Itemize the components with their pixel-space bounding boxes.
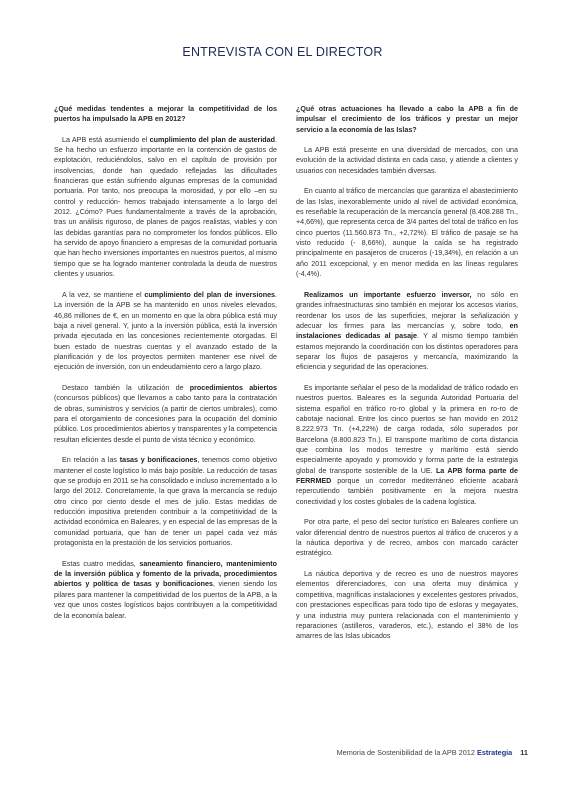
paragraph-mercancias: En cuanto al tráfico de mercancías que garantiza el abastecimiento de las Islas, inexorablemente unido al nivel de actividad económica, es reseñable la recuperación de la mercancía general (8.408.288 Tn., +4,66%), que representa cerca de 3/4 partes del total de tráfico en los cinco puertos (11.560.873 Tn., +2,72%). El tráfico de pasaje se ha visto reducido (- 8,66%), aunque la caída se ha registrado principalmente en pasajeros de cruceros (-19,34%), en relación a un año 2011 excepcional, y en menor medida en las líneas regulares (-4,4%).	[296, 187, 518, 279]
question-1: ¿Qué medidas tendentes a mejorar la competitividad de los puertos ha impulsado la APB en 2012?	[54, 105, 277, 124]
page-number: 11	[520, 748, 528, 757]
bold-phrase: cumplimiento del plan de inversiones	[144, 290, 276, 299]
bold-phrase: saneamiento financiero, mantenimiento de la inversión pública y fomento de la privada, procedimientos abiertos y política de tasas y bonificaciones	[54, 559, 277, 589]
bold-phrase: cumplimiento del plan de austeridad	[149, 135, 276, 144]
right-column	[296, 104, 518, 652]
page-title: ENTREVISTA CON EL DIRECTOR	[182, 45, 383, 59]
left-column	[54, 104, 277, 631]
footer-section: Estrategia	[476, 748, 513, 757]
paragraph-inversiones: A la vez, se mantiene el cumplimiento del plan de inversiones. La inversión de la APB se ha mantenido en unos niveles elevados, 46,86 millones de €, en un momento en que la obra pública está muy baja a nivel general. Y, junto a la inversión pública, está la inversión privada ejecutada en las concesiones recientemente otorgadas. El buen estado de nuestras cuentas y el avanzado estado de la planificación y de los proyectos permiten mantener ese nivel de ejecución de inversión, con un endeudamiento cero a largo plazo.	[54, 290, 277, 372]
paragraph-trafico-rodado: Es importante señalar el peso de la modalidad de tráfico rodado en nuestros puertos. Baleares es la segunda Autoridad Portuaria del sistema español en tráfico ro-ro global y la primera en ro-ro de cabotaje nacional. Entre los cinco puertos se han movido en 2012 8.222.973 Tn. (+4,22%) de carga rodada, sólo superados por Barcelona (8.800.823 Tn.). El transporte marítimo de corta distancia que combina los modos terrestre y marítimo está siendo especialmente apoyado y promovido y forma parte de la estrategia global de transporte sostenible de la UE. La APB forma parte de FERRMED porque un corredor mediterráneo eficiente acabará repercutiendo también positivamente en la mejora nuestra conectividad y los costes globales de la cadena logística.	[296, 383, 518, 506]
page-footer	[0, 748, 528, 757]
paragraph-mercados: La APB está presente en una diversidad de mercados, con una evolución de la actividad distinta en cada caso, y atiende a clientes y usuarios con necesidades también diversas.	[296, 146, 518, 175]
paragraph-tasas: En relación a las tasas y bonificaciones, tenemos como objetivo mantener el coste logístico lo más bajo posible. La reducción de tasas que se produjo en 2011 se ha consolidado e incluso incrementado a lo largo del 2012. Concretamente, la que grava la mercancía se redujo otro cinco por ciento desde el mes de julio. Estas medidas de reducción impositiva pretenden contribuir a la competitividad de la actividad económica en Baleares, y en especial de las empresas de la comunidad portuaria, que han de tener un papel cada vez más protagonista en la prestación de los servicios portuarios.	[54, 456, 277, 548]
paragraph-cuatro-medidas: Estas cuatro medidas, saneamiento financiero, mantenimiento de la inversión pública y fomento de la privada, procedimientos abiertos y política de tasas y bonificaciones, vienen siendo los pilares para mantener la competitividad de los puertos de la APB, a la vez que unos costes logísticos bajos contribuyen a la competitividad de la economía balear.	[54, 559, 277, 620]
paragraph-inversor: Realizamos un importante esfuerzo inversor, no sólo en grandes infraestructuras sino también en mejorar los accesos viarios, reordenar los usos de las superficies, mejorar la señalización y adecuar los firmes para las mercancías y, sobre todo, en instalaciones dedicadas al pasaje. Y al mismo tiempo también estamos mejorando la coordinación con los distintos operadores para separar los flujos de pasajeros y mercancía, maximizando la eficiencia y seguridad de las operaciones.	[296, 290, 519, 372]
question-2: ¿Qué otras actuaciones ha llevado a cabo la APB a fin de impulsar el crecimiento de los tráficos y prestar un mejor servicio a la economía de las Islas?	[296, 105, 518, 134]
bold-phrase: Realizamos un importante esfuerzo inversor,	[304, 290, 472, 299]
bold-phrase: procedimientos abiertos	[189, 383, 277, 392]
paragraph-procedimientos: Destaco también la utilización de procedimientos abiertos (concursos públicos) que llevamos a cabo tanto para la contratación de obras, suministros y servicios (a partir de ciertos umbrales), como para el otorgamiento de concesiones para la ocupación del dominio público. Los procedimientos abiertos y transparentes y la competencia resultan eficientes desde el punto de vista técnico y económico.	[54, 383, 277, 444]
paragraph-austeridad: La APB está asumiendo el cumplimiento del plan de austeridad. Se ha hecho un esfuerzo importante en la contención de gastos de explotación, reduciéndolos, salvo en el capítulo de provisión por insolvencias, donde han quedado reflejadas las dificultades financieras que están sufriendo algunas empresas de la comunidad portuaria. Por tanto, nos preocupa la morosidad, y por ello –en su control y reducción- hemos trabajado intensamente a lo largo del 2012. ¿Cómo? Pues fundamentalmente a través de la aprobación, tras un análisis riguroso, de planes de pagos realistas, viables y con las debidas garantías para no comprometer los fondos públicos. Ello ha servido de apoyo financiero a empresas de la comunidad portuaria que han hecho inversiones importantes en nuestros puertos, al mismo tiempo que se ha logrado mantener controlada la deuda de nuestros clientes y usuarios.	[54, 135, 277, 279]
bold-phrase: en instalaciones dedicadas al pasaje	[296, 321, 518, 341]
bold-phrase: tasas y bonificaciones	[119, 456, 198, 465]
bold-phrase: La APB forma parte de FERRMED	[296, 466, 518, 486]
footer-document-title: Memoria de Sostenibilidad de la APB 2012	[336, 748, 475, 757]
paragraph-nautica: La náutica deportiva y de recreo es uno de nuestros mayores elementos diferenciadores, con una oferta muy dinámica y competitiva, magníficas instalaciones y excelentes gestores privados, con prestaciones específicas para todo tipo de esloras y megayates, y una industria muy puntera relacionada con el mantenimiento y reparaciones (astilleros, varaderos, etc.), estando el 38% de los amarres de las Islas ubicados	[296, 570, 518, 641]
paragraph-turistico: Por otra parte, el peso del sector turístico en Baleares confiere un valor diferencial dentro de nuestros puertos al tráfico de cruceros y a la náutica deportiva y de recreo, ambos con marcado carácter estratégico.	[296, 518, 518, 558]
